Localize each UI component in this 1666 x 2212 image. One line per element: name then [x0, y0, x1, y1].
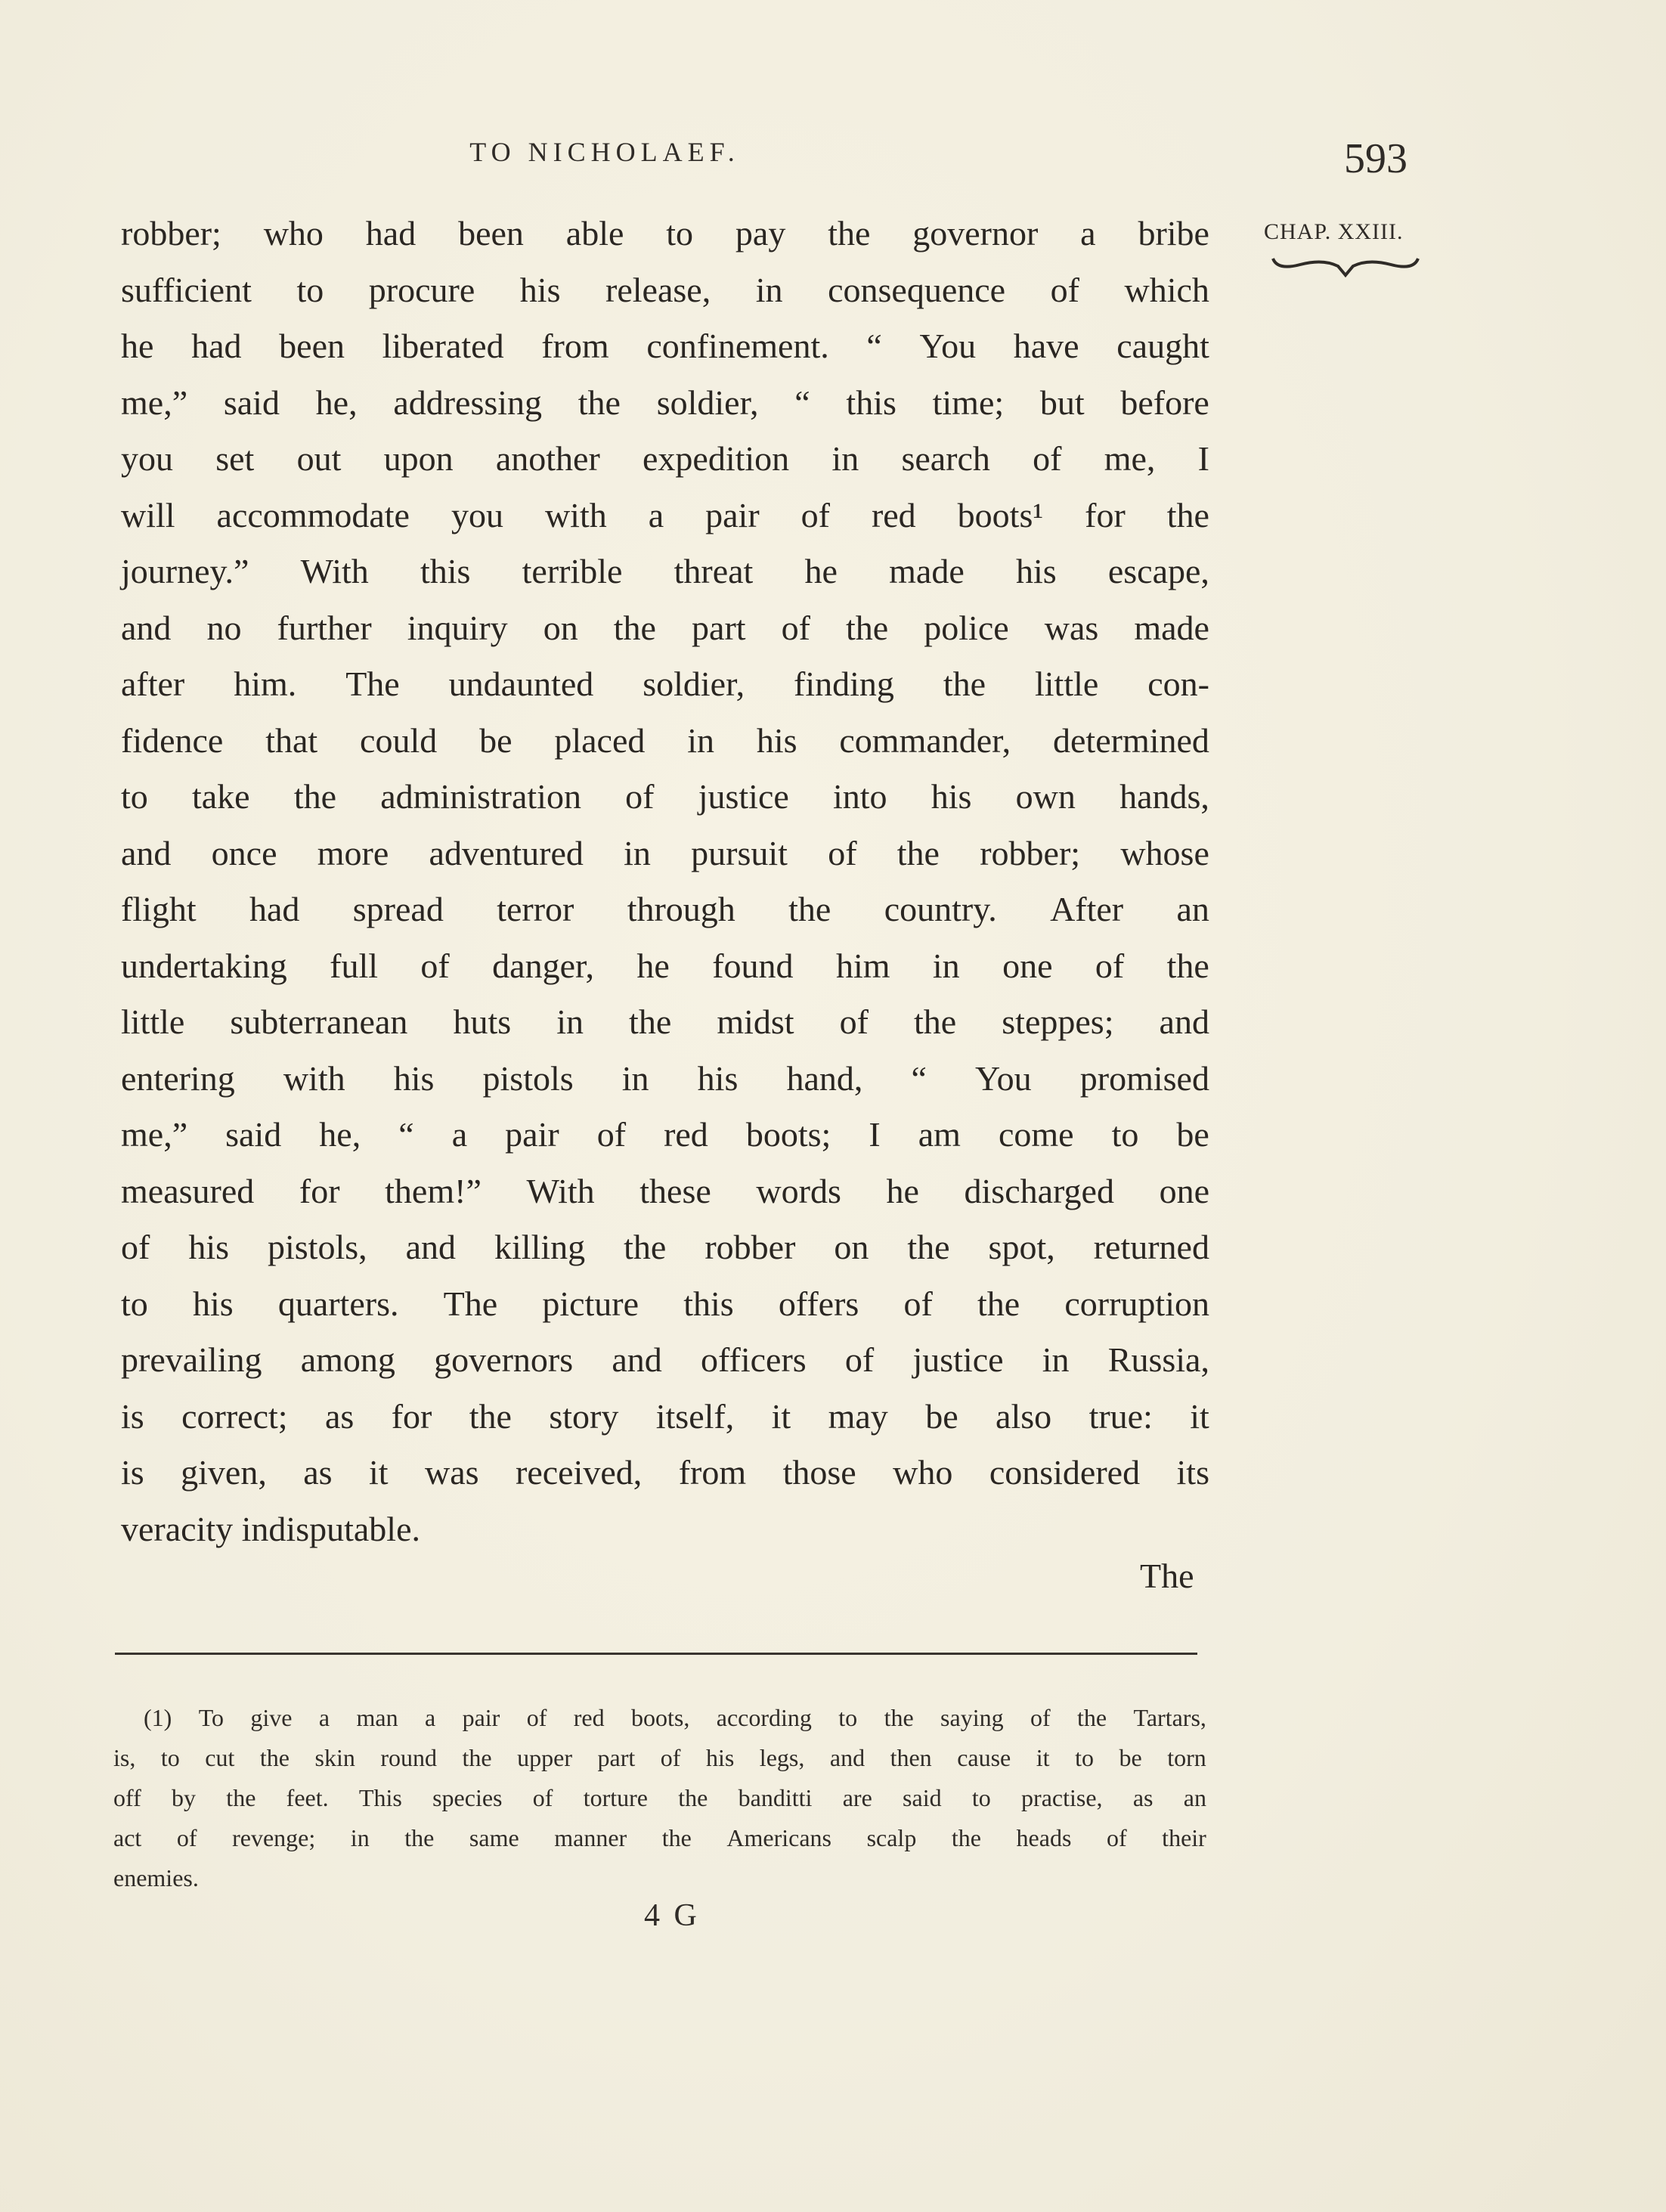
- text-line: little subterranean huts in the midst of the steppes; and: [121, 1002, 1209, 1041]
- text-line: me,” said he, “ a pair of red boots; I am come to be: [121, 1115, 1209, 1154]
- text-line: and no further inquiry on the part of the police was made: [121, 608, 1209, 647]
- text-line: robber; who had been able to pay the governor a bribe: [121, 214, 1209, 252]
- chapter-brace-ornament: [1270, 254, 1421, 280]
- footnote-line: act of revenge; in the same manner the Americans scalp the heads of their: [113, 1824, 1206, 1851]
- text-line: is correct; as for the story itself, it may be also true: it: [121, 1396, 1209, 1436]
- text-line: journey.” With this terrible threat he made his escape,: [121, 552, 1209, 590]
- footnote-line: enemies.: [113, 1864, 199, 1891]
- page-number: 593: [1344, 135, 1407, 182]
- text-line: fidence that could be placed in his commander, determined: [121, 720, 1209, 760]
- footnote-rule: [115, 1653, 1197, 1655]
- text-line: veracity indisputable.: [121, 1509, 420, 1548]
- text-line: undertaking full of danger, he found him in one of the: [121, 946, 1209, 985]
- footnotes: [113, 1698, 1206, 1898]
- text-line: to take the administration of justice into his own hands,: [121, 777, 1209, 816]
- chapter-marker: CHAP. XXIII.: [1264, 219, 1404, 244]
- footnote-line: (1) To give a man a pair of red boots, according to the saying of the Tartars,: [144, 1704, 1206, 1731]
- text-line: he had been liberated from confinement. “ You have caught: [121, 327, 1209, 365]
- signature-mark: 4 G: [644, 1898, 700, 1933]
- text-line: measured for them!” With these words he discharged one: [121, 1171, 1209, 1210]
- text-line: is given, as it was received, from those who considered its: [121, 1453, 1209, 1492]
- text-line: me,” said he, addressing the soldier, “ this time; but before: [121, 383, 1209, 422]
- text-line: will accommodate you with a pair of red boots¹ for the: [121, 495, 1209, 534]
- text-line: after him. The undaunted soldier, finding the little con-: [121, 665, 1209, 703]
- text-line: prevailing among governors and officers of justice in Russia,: [121, 1340, 1209, 1379]
- text-line: you set out upon another expedition in search of me, I: [121, 439, 1209, 478]
- footnote-line: is, to cut the skin round the upper part of his legs, and then cause it to be torn: [113, 1744, 1206, 1771]
- main-text: [121, 206, 1209, 1557]
- footnote-line: off by the feet. This species of torture the banditti are said to practise, as an: [113, 1784, 1206, 1811]
- text-line: of his pistols, and killing the robber on the spot, returned: [121, 1228, 1209, 1266]
- text-line: to his quarters. The picture this offers of the corruption: [121, 1284, 1209, 1323]
- text-line: and once more adventured in pursuit of the robber; whose: [121, 833, 1209, 872]
- text-line: entering with his pistols in his hand, “ You promised: [121, 1058, 1209, 1098]
- running-title: TO NICHOLAEF.: [469, 137, 740, 167]
- text-line: sufficient to procure his release, in consequence of which: [121, 270, 1209, 309]
- text-line: flight had spread terror through the country. After an: [121, 890, 1209, 928]
- catchword: The: [1140, 1557, 1194, 1595]
